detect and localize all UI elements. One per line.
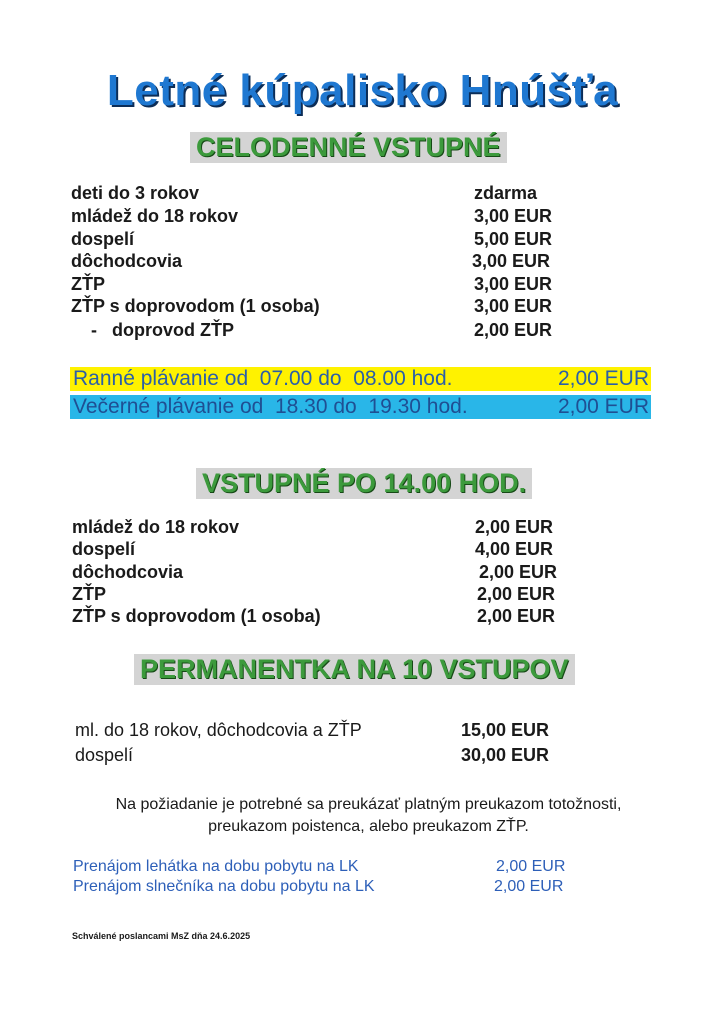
price-row-value: 3,00 EUR bbox=[474, 206, 553, 226]
price-row-value: 4,00 EUR bbox=[475, 539, 554, 559]
evening-swim-text: Večerné plávanie od 18.30 do 19.30 hod. bbox=[73, 395, 468, 418]
price-row-label: dospelí bbox=[71, 229, 135, 249]
morning-swim-text: Ranné plávanie od 07.00 do 08.00 hod. bbox=[73, 367, 453, 390]
price-row-label: - doprovod ZŤP bbox=[91, 320, 234, 340]
price-row-value: 2,00 EUR bbox=[474, 320, 553, 340]
evening-swim-price: 2,00 EUR bbox=[557, 395, 649, 418]
price-row-label: mládež do 18 rokov bbox=[72, 517, 240, 537]
id-note-line: preukazom poistenca, alebo preukazom ZŤP. bbox=[208, 818, 529, 835]
rental-label: Prenájom slnečníka na dobu pobytu na LK bbox=[73, 878, 375, 895]
price-row-value: 2,00 EUR bbox=[475, 517, 554, 537]
price-row-label: mládež do 18 rokov bbox=[71, 206, 239, 226]
price-row-label: ZŤP bbox=[72, 584, 106, 604]
price-row-value: 2,00 EUR bbox=[479, 562, 558, 582]
rental-price: 2,00 EUR bbox=[494, 878, 564, 895]
price-row-value: 2,00 EUR bbox=[477, 606, 556, 626]
morning-swim-row bbox=[70, 367, 651, 391]
price-row-value: 15,00 EUR bbox=[461, 720, 550, 740]
price-row-value: zdarma bbox=[474, 183, 538, 203]
price-row-label: ZŤP s doprovodom (1 osoba) bbox=[72, 606, 321, 626]
approval-note: Schválené poslancami MsZ dňa 24.6.2025 bbox=[72, 931, 251, 941]
full-day-heading: CELODENNÉ VSTUPNÉ bbox=[190, 132, 507, 163]
price-row-value: 5,00 EUR bbox=[474, 229, 553, 249]
page-title: Letné kúpalisko Hnúšťa bbox=[106, 66, 619, 115]
price-row-label: dospelí bbox=[75, 745, 134, 765]
price-row-label: ml. do 18 rokov, dôchodcovia a ZŤP bbox=[75, 720, 362, 740]
price-row-label: dôchodcovia bbox=[71, 251, 183, 271]
price-row-label: ZŤP bbox=[71, 274, 105, 294]
price-row-label: deti do 3 rokov bbox=[71, 183, 200, 203]
evening-swim-row bbox=[70, 395, 651, 419]
id-note-line: Na požiadanie je potrebné sa preukázať platným preukazom totožnosti, bbox=[115, 796, 622, 813]
price-row-value: 3,00 EUR bbox=[474, 274, 553, 294]
price-row-label: ZŤP s doprovodom (1 osoba) bbox=[71, 296, 320, 316]
morning-swim-price: 2,00 EUR bbox=[557, 367, 649, 390]
price-row-label: dospelí bbox=[72, 539, 136, 559]
price-row-value: 3,00 EUR bbox=[474, 296, 553, 316]
pass-heading: PERMANENTKA NA 10 VSTUPOV bbox=[134, 654, 575, 685]
price-row-value: 2,00 EUR bbox=[477, 584, 556, 604]
afternoon-heading: VSTUPNÉ PO 14.00 HOD. bbox=[196, 468, 532, 499]
rental-label: Prenájom lehátka na dobu pobytu na LK bbox=[73, 858, 359, 875]
rental-price: 2,00 EUR bbox=[496, 858, 566, 875]
id-note bbox=[0, 794, 725, 838]
price-row-label: dôchodcovia bbox=[72, 562, 184, 582]
price-row-value: 3,00 EUR bbox=[472, 251, 551, 271]
price-row-value: 30,00 EUR bbox=[461, 745, 550, 765]
